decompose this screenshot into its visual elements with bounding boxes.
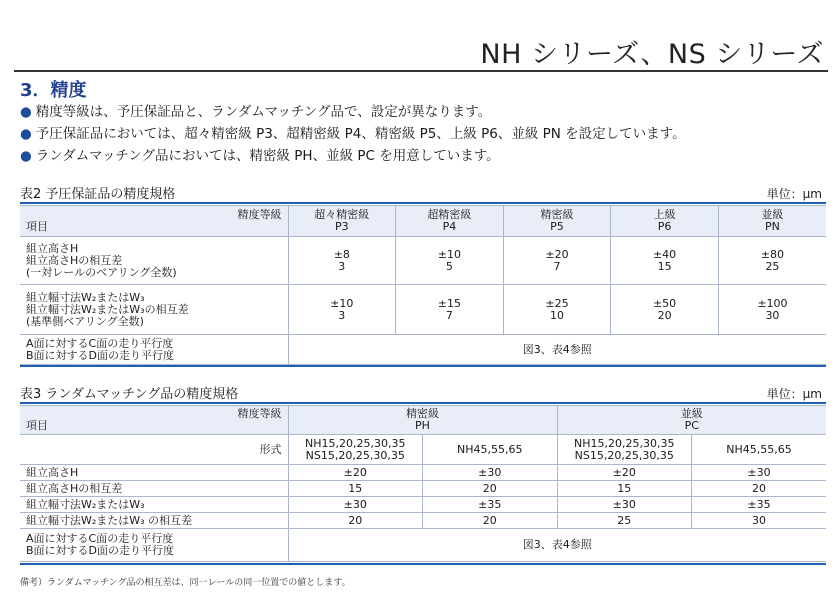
grade-header [557, 406, 826, 435]
grade-code: P5 [550, 220, 564, 233]
corner-item-label: 項目 [26, 220, 48, 233]
type-label: 形式 [20, 435, 288, 465]
value-difference: 15 [657, 259, 672, 273]
label-line: 組立高さHの相互差 [26, 253, 123, 267]
row-label [20, 285, 288, 335]
value-cell [396, 237, 504, 285]
corner-grade-label: 精度等級 [237, 208, 282, 221]
value-cell: ±30 [423, 465, 558, 481]
value-cell [288, 285, 396, 335]
grade-header [288, 406, 557, 435]
row-label [20, 237, 288, 285]
table-row [20, 481, 826, 497]
value-cell [611, 237, 719, 285]
value-difference: 10 [549, 308, 564, 322]
value-tolerance: ±50 [652, 296, 677, 310]
bullet-text: 精度等級は、予圧保証品と、ランダムマッチング品で、設定が異なります。 [35, 104, 492, 120]
bullet-icon: ● [20, 126, 32, 142]
value-difference: 30 [765, 308, 780, 322]
type-cell [692, 435, 827, 465]
value-cell [611, 285, 719, 335]
grade-header [503, 206, 611, 237]
table2 [20, 205, 826, 365]
value-tolerance: ±25 [545, 296, 569, 310]
table3-top-rule [20, 402, 826, 404]
value-tolerance: ±80 [760, 247, 785, 261]
bullet-text: ランダムマッチング品においては、精密級 PH、並級 PC を用意しています。 [35, 148, 500, 164]
grade-name: 上級 [653, 208, 676, 221]
label-line: 組立幅寸法W₂またはW₃の相互差 [26, 302, 189, 316]
value-cell: 25 [557, 513, 692, 529]
label-line: B面に対するD面の走り平行度 [26, 348, 175, 362]
grade-name: 精密級 [406, 407, 439, 420]
table-row [20, 237, 826, 285]
table3-bottom-rule [20, 563, 826, 565]
table-row [20, 513, 826, 529]
value-tolerance: ±15 [437, 296, 461, 310]
label-line: 組立高さH [26, 241, 79, 255]
grade-name: 精密級 [540, 208, 574, 221]
row-label: 組立高さH [20, 465, 288, 481]
value-tolerance: ±10 [437, 247, 461, 261]
value-cell [718, 237, 826, 285]
label-line: 組立幅寸法W₂またはW₃ [26, 290, 145, 304]
label-line: A面に対するC面の走り平行度 [26, 336, 174, 350]
bullet-list [20, 101, 686, 167]
value-cell: ±20 [288, 465, 423, 481]
grade-header [396, 206, 504, 237]
value-cell [718, 285, 826, 335]
value-tolerance: ±40 [652, 247, 677, 261]
bullet-text: 予圧保証品においては、超々精密級 P3、超精密級 P4、精密級 P5、上級 P6、並級 PN を設定しています。 [35, 126, 686, 142]
value-difference: 3 [338, 259, 346, 273]
grade-code: PN [765, 220, 780, 233]
grade-code: PC [684, 419, 699, 432]
value-difference: 7 [553, 259, 561, 273]
value-difference: 7 [445, 308, 453, 322]
value-cell: ±35 [423, 497, 558, 513]
value-tolerance: ±100 [757, 296, 788, 310]
table-row [20, 335, 826, 365]
grade-header [718, 206, 826, 237]
value-difference: 25 [765, 259, 780, 273]
value-tolerance: ±8 [333, 247, 350, 261]
table3-corner [20, 406, 288, 435]
row-label: 組立幅寸法W₂またはW₃ の相互差 [20, 513, 288, 529]
value-cell: 30 [692, 513, 827, 529]
value-difference: 5 [445, 259, 453, 273]
table2-caption: 表2 予圧保証品の精度規格 [20, 187, 176, 202]
value-cell: 20 [423, 481, 558, 497]
label-line: B面に対するD面の走り平行度 [26, 544, 175, 557]
type-line: NH15,20,25,30,35 [574, 436, 675, 450]
type-line: NH15,20,25,30,35 [305, 436, 406, 450]
parallel-reference: 図3、表4参照 [288, 529, 826, 562]
value-difference: 20 [657, 308, 672, 322]
value-cell [288, 237, 396, 285]
value-tolerance: ±10 [330, 296, 354, 310]
table2-header-row [20, 206, 826, 237]
value-cell [396, 285, 504, 335]
table-row [20, 465, 826, 481]
row-label: 組立高さHの相互差 [20, 481, 288, 497]
row-label: 組立幅寸法W₂またはW₃ [20, 497, 288, 513]
grade-code: P6 [657, 220, 672, 233]
bullet-icon: ● [20, 104, 32, 120]
value-cell: 15 [557, 481, 692, 497]
table2-corner [20, 206, 288, 237]
type-line: NS15,20,25,30,35 [305, 448, 405, 462]
value-cell [503, 285, 611, 335]
grade-name: 並級 [680, 407, 703, 420]
grade-code: P4 [442, 220, 457, 233]
value-cell: ±35 [692, 497, 827, 513]
bullet-icon: ● [20, 148, 32, 164]
bullet-item [20, 145, 686, 167]
table-row [20, 497, 826, 513]
type-line: NS15,20,25,30,35 [574, 448, 674, 462]
grade-header [611, 206, 719, 237]
table-row [20, 529, 826, 562]
table2-top-rule [20, 202, 826, 204]
table3-caption: 表3 ランダムマッチング品の精度規格 [20, 387, 239, 402]
value-tolerance: ±20 [545, 247, 569, 261]
value-cell: ±30 [288, 497, 423, 513]
row-label [20, 335, 288, 365]
grade-code: PH [415, 419, 430, 432]
parallel-reference: 図3、表4参照 [288, 335, 826, 365]
corner-grade-label: 精度等級 [237, 407, 282, 420]
value-cell: 20 [692, 481, 827, 497]
value-difference: 3 [338, 308, 346, 322]
bullet-item [20, 101, 686, 123]
type-cell [423, 435, 558, 465]
type-line: NH45,55,65 [457, 442, 523, 456]
corner-item-label: 項目 [26, 419, 48, 432]
label-line: (一対レールのベアリング全数) [26, 265, 177, 279]
table3-unit: 単位：μm [766, 387, 822, 401]
title-rule [14, 70, 828, 72]
grade-header [288, 206, 396, 237]
label-line: (基準側ベアリング全数) [26, 314, 144, 328]
label-line: A面に対するC面の走り平行度 [26, 532, 174, 545]
section-heading: 3．精度 [20, 80, 87, 101]
table-row [20, 285, 826, 335]
value-cell: 20 [423, 513, 558, 529]
type-cell [557, 435, 692, 465]
type-cell [288, 435, 423, 465]
value-cell: ±20 [557, 465, 692, 481]
series-title: NH シリーズ、NS シリーズ [480, 39, 824, 70]
footnote: 備考）ランダムマッチング品の相互差は、同一レールの同一位置での値とします。 [20, 578, 351, 588]
value-cell: ±30 [692, 465, 827, 481]
table3 [20, 405, 826, 562]
bullet-item [20, 123, 686, 145]
type-row [20, 435, 826, 465]
grade-code: P3 [334, 220, 349, 233]
table3-header-row [20, 406, 826, 435]
row-label [20, 529, 288, 562]
value-cell: 15 [288, 481, 423, 497]
grade-name: 超々精密級 [314, 208, 370, 221]
value-cell [503, 237, 611, 285]
grade-name: 超精密級 [427, 208, 472, 221]
grade-name: 並級 [761, 208, 784, 221]
table2-unit: 単位：μm [766, 187, 822, 201]
type-line: NH45,55,65 [726, 442, 792, 456]
table2-bottom-rule [20, 365, 826, 367]
value-cell: 20 [288, 513, 423, 529]
value-cell: ±30 [557, 497, 692, 513]
